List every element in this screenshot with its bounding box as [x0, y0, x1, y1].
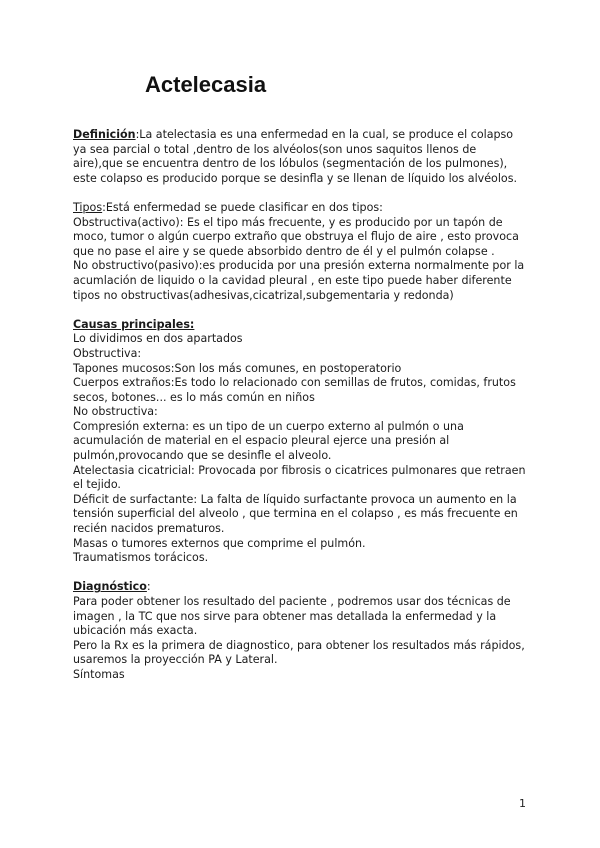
causas-line: Masas o tumores externos que comprime el pulmón.: [73, 536, 366, 550]
causas-line: Traumatismos torácicos.: [73, 551, 209, 565]
causas-line: Cuerpos extraños:Es todo lo relacionado con semillas de frutos, comidas, frutos secos, botones... es lo más común en niños: [73, 376, 516, 404]
section-definicion: [73, 128, 528, 186]
definicion-heading: Definición: [73, 128, 136, 141]
causas-line: Obstructiva:: [73, 346, 142, 360]
tipos-heading: Tipos: [73, 200, 103, 214]
causas-line: Compresión externa: es un tipo de un cuerpo externo al pulmón o una acumulación de material en el espacio pleural ejerce una presión al pulmón,provocando que se desinfle el alveolo.: [73, 419, 464, 463]
causas-heading: Causas principales:: [73, 317, 195, 331]
section-tipos: [73, 201, 528, 303]
causas-line: No obstructiva:: [73, 405, 158, 419]
page-number: 1: [519, 797, 526, 810]
page-title: Actelecasia: [145, 72, 267, 97]
document-body: [73, 128, 528, 683]
tipos-intro: :Está enfermedad se puede clasificar en dos tipos:: [102, 200, 383, 214]
diagnostico-line: Pero la Rx es la primera de diagnostico, para obtener los resultados más rápidos, usaremos la proyección PA y Lateral.: [73, 638, 525, 667]
causas-line: Atelectasia cicatricial: Provocada por fibrosis o cicatrices pulmonares que retraen el tejido.: [73, 463, 526, 492]
causas-line: Déficit de surfactante: La falta de líquido surfactante provoca un aumento en la tensión superficial del alveolo , que termina en el colapso , es más frecuente en recién nacidos prematuros.: [73, 492, 518, 536]
diagnostico-line: Síntomas: [73, 667, 125, 681]
causas-line: Tapones mucosos:Son los más comunes, en postoperatorio: [73, 361, 402, 375]
causas-line: Lo dividimos en dos apartados: [73, 332, 243, 346]
diagnostico-line: Para poder obtener los resultado del paciente , podremos usar dos técnicas de imagen , la TC que nos sirve para obtener mas detallada la enfermedad y la ubicación más exacta.: [73, 595, 511, 638]
section-diagnostico: [73, 580, 528, 682]
tipos-obstructivo: Obstructiva(activo): Es el tipo más frecuente, y es producido por un tapón de moco, tumor o algún cuerpo extraño que obstruya el flujo de aire , esto provoca que no pase el aire y se quede absorbido dentro de él y el pulmón colapse .: [73, 215, 519, 258]
diagnostico-heading: Diagnóstico: [73, 580, 147, 594]
diagnostico-colon: :: [146, 580, 151, 594]
tipos-no-obstructivo: No obstructivo(pasivo):es producida por una presión externa normalmente por la acumlación de liquido o la cavidad pleural , en este tipo puede haber diferente tipos no obstructivas(adhesivas,cicatrizal,subgementaria y redonda): [73, 259, 525, 302]
section-causas: [73, 318, 528, 566]
definicion-text: :La atelectasia es una enfermedad en la cual, se produce el colapso ya sea parcial o total ,dentro de los alvéolos(son unos saquitos llenos de aire),que se encuentra dentro de los lóbulos (segmentación de los pulmones), este colapso es producido porque se desinfla y se llenan de líquido los alvéolos.: [73, 128, 517, 185]
